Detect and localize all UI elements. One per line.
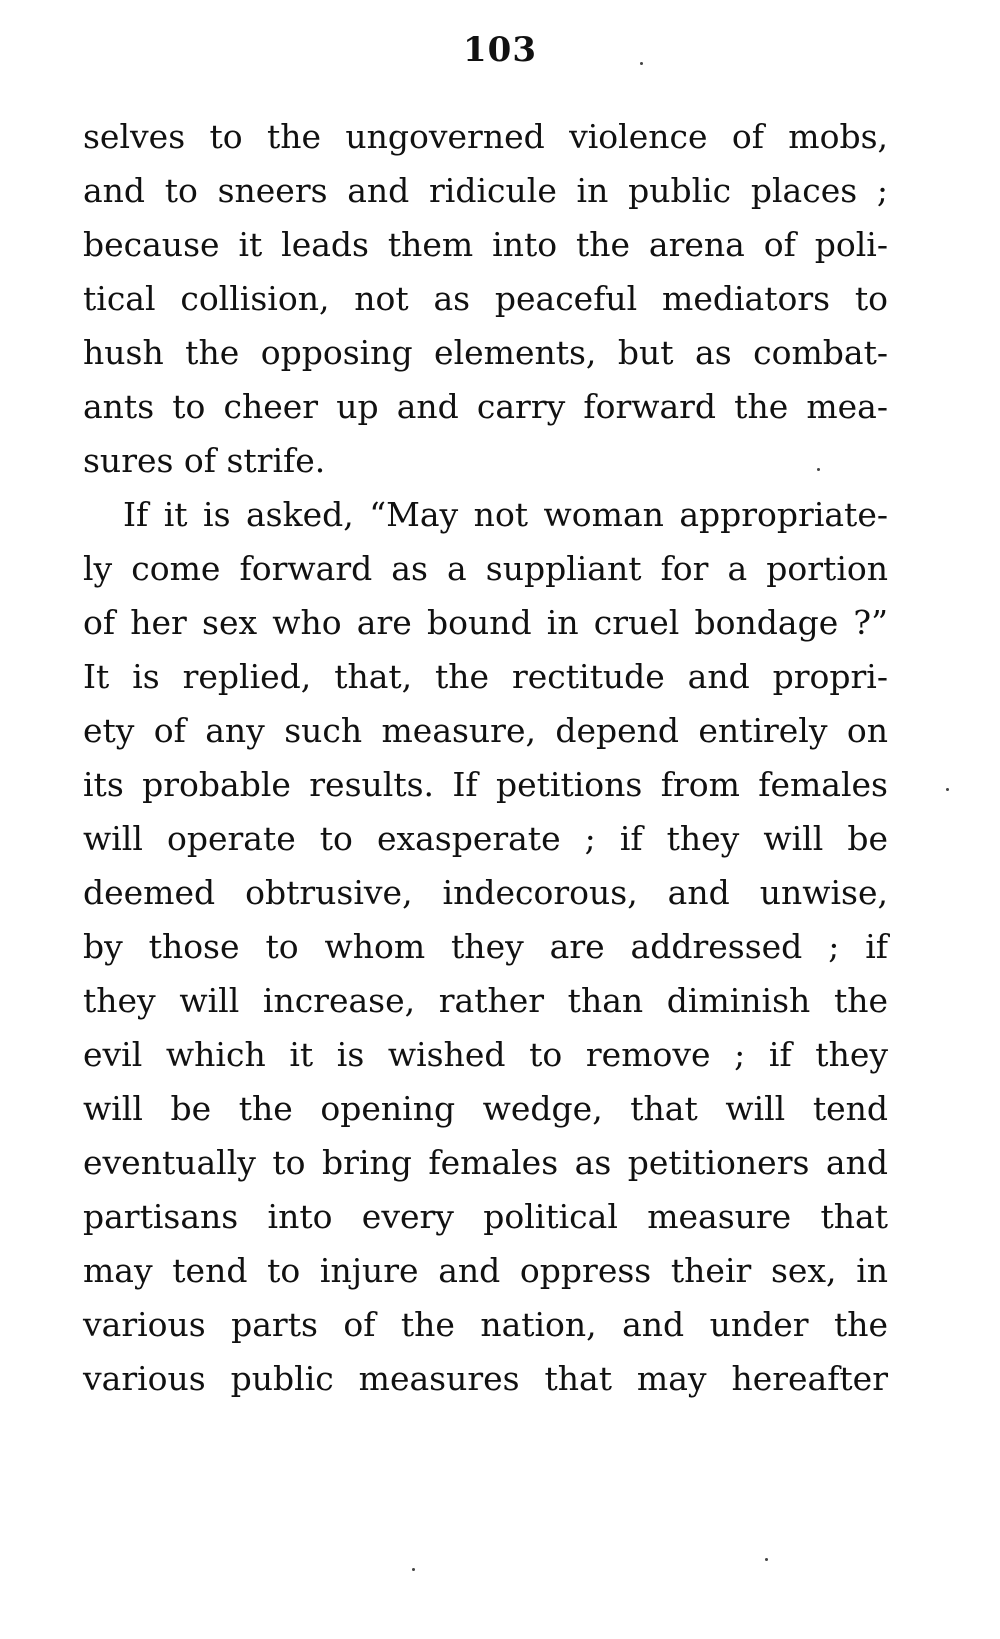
- text-line: various public measures that may hereafter: [83, 1359, 888, 1398]
- text-line: partisans into every political measure that: [83, 1197, 888, 1236]
- text-line: If it is asked, “May not woman appropriate-: [123, 495, 888, 534]
- text-line: selves to the ungoverned violence of mobs,: [83, 117, 888, 156]
- text-line: evil which it is wished to remove ; if they: [83, 1035, 888, 1074]
- text-line: ety of any such measure, depend entirely on: [83, 711, 888, 750]
- scan-speck: [765, 1558, 768, 1561]
- text-line: ly come forward as a suppliant for a portion: [83, 549, 888, 588]
- scan-speck: [946, 788, 949, 791]
- body-text: [83, 110, 888, 1406]
- text-line: sures of strife.: [83, 441, 326, 480]
- text-line: It is replied, that, the rectitude and propri-: [83, 657, 888, 696]
- scan-speck: [817, 468, 820, 471]
- text-line: and to sneers and ridicule in public places ;: [83, 171, 888, 210]
- text-line: will operate to exasperate ; if they will be: [83, 819, 888, 858]
- text-line: tical collision, not as peaceful mediators to: [83, 279, 888, 318]
- text-line: its probable results. If petitions from females: [83, 765, 888, 804]
- text-line: of her sex who are bound in cruel bondage ?”: [83, 603, 888, 642]
- text-line: ants to cheer up and carry forward the mea-: [83, 387, 888, 426]
- text-line: they will increase, rather than diminish the: [83, 981, 888, 1020]
- text-line: by those to whom they are addressed ; if: [83, 927, 888, 966]
- text-line: may tend to injure and oppress their sex, in: [83, 1251, 888, 1290]
- scan-speck: [412, 1568, 415, 1571]
- text-line: because it leads them into the arena of poli-: [83, 225, 888, 264]
- page-number: 103: [463, 30, 537, 70]
- text-line: will be the opening wedge, that will tend: [83, 1089, 888, 1128]
- text-line: deemed obtrusive, indecorous, and unwise,: [83, 873, 888, 912]
- text-line: hush the opposing elements, but as combat-: [83, 333, 888, 372]
- scan-speck: [640, 62, 643, 65]
- text-line: eventually to bring females as petitioners and: [83, 1143, 888, 1182]
- text-line: various parts of the nation, and under the: [83, 1305, 888, 1344]
